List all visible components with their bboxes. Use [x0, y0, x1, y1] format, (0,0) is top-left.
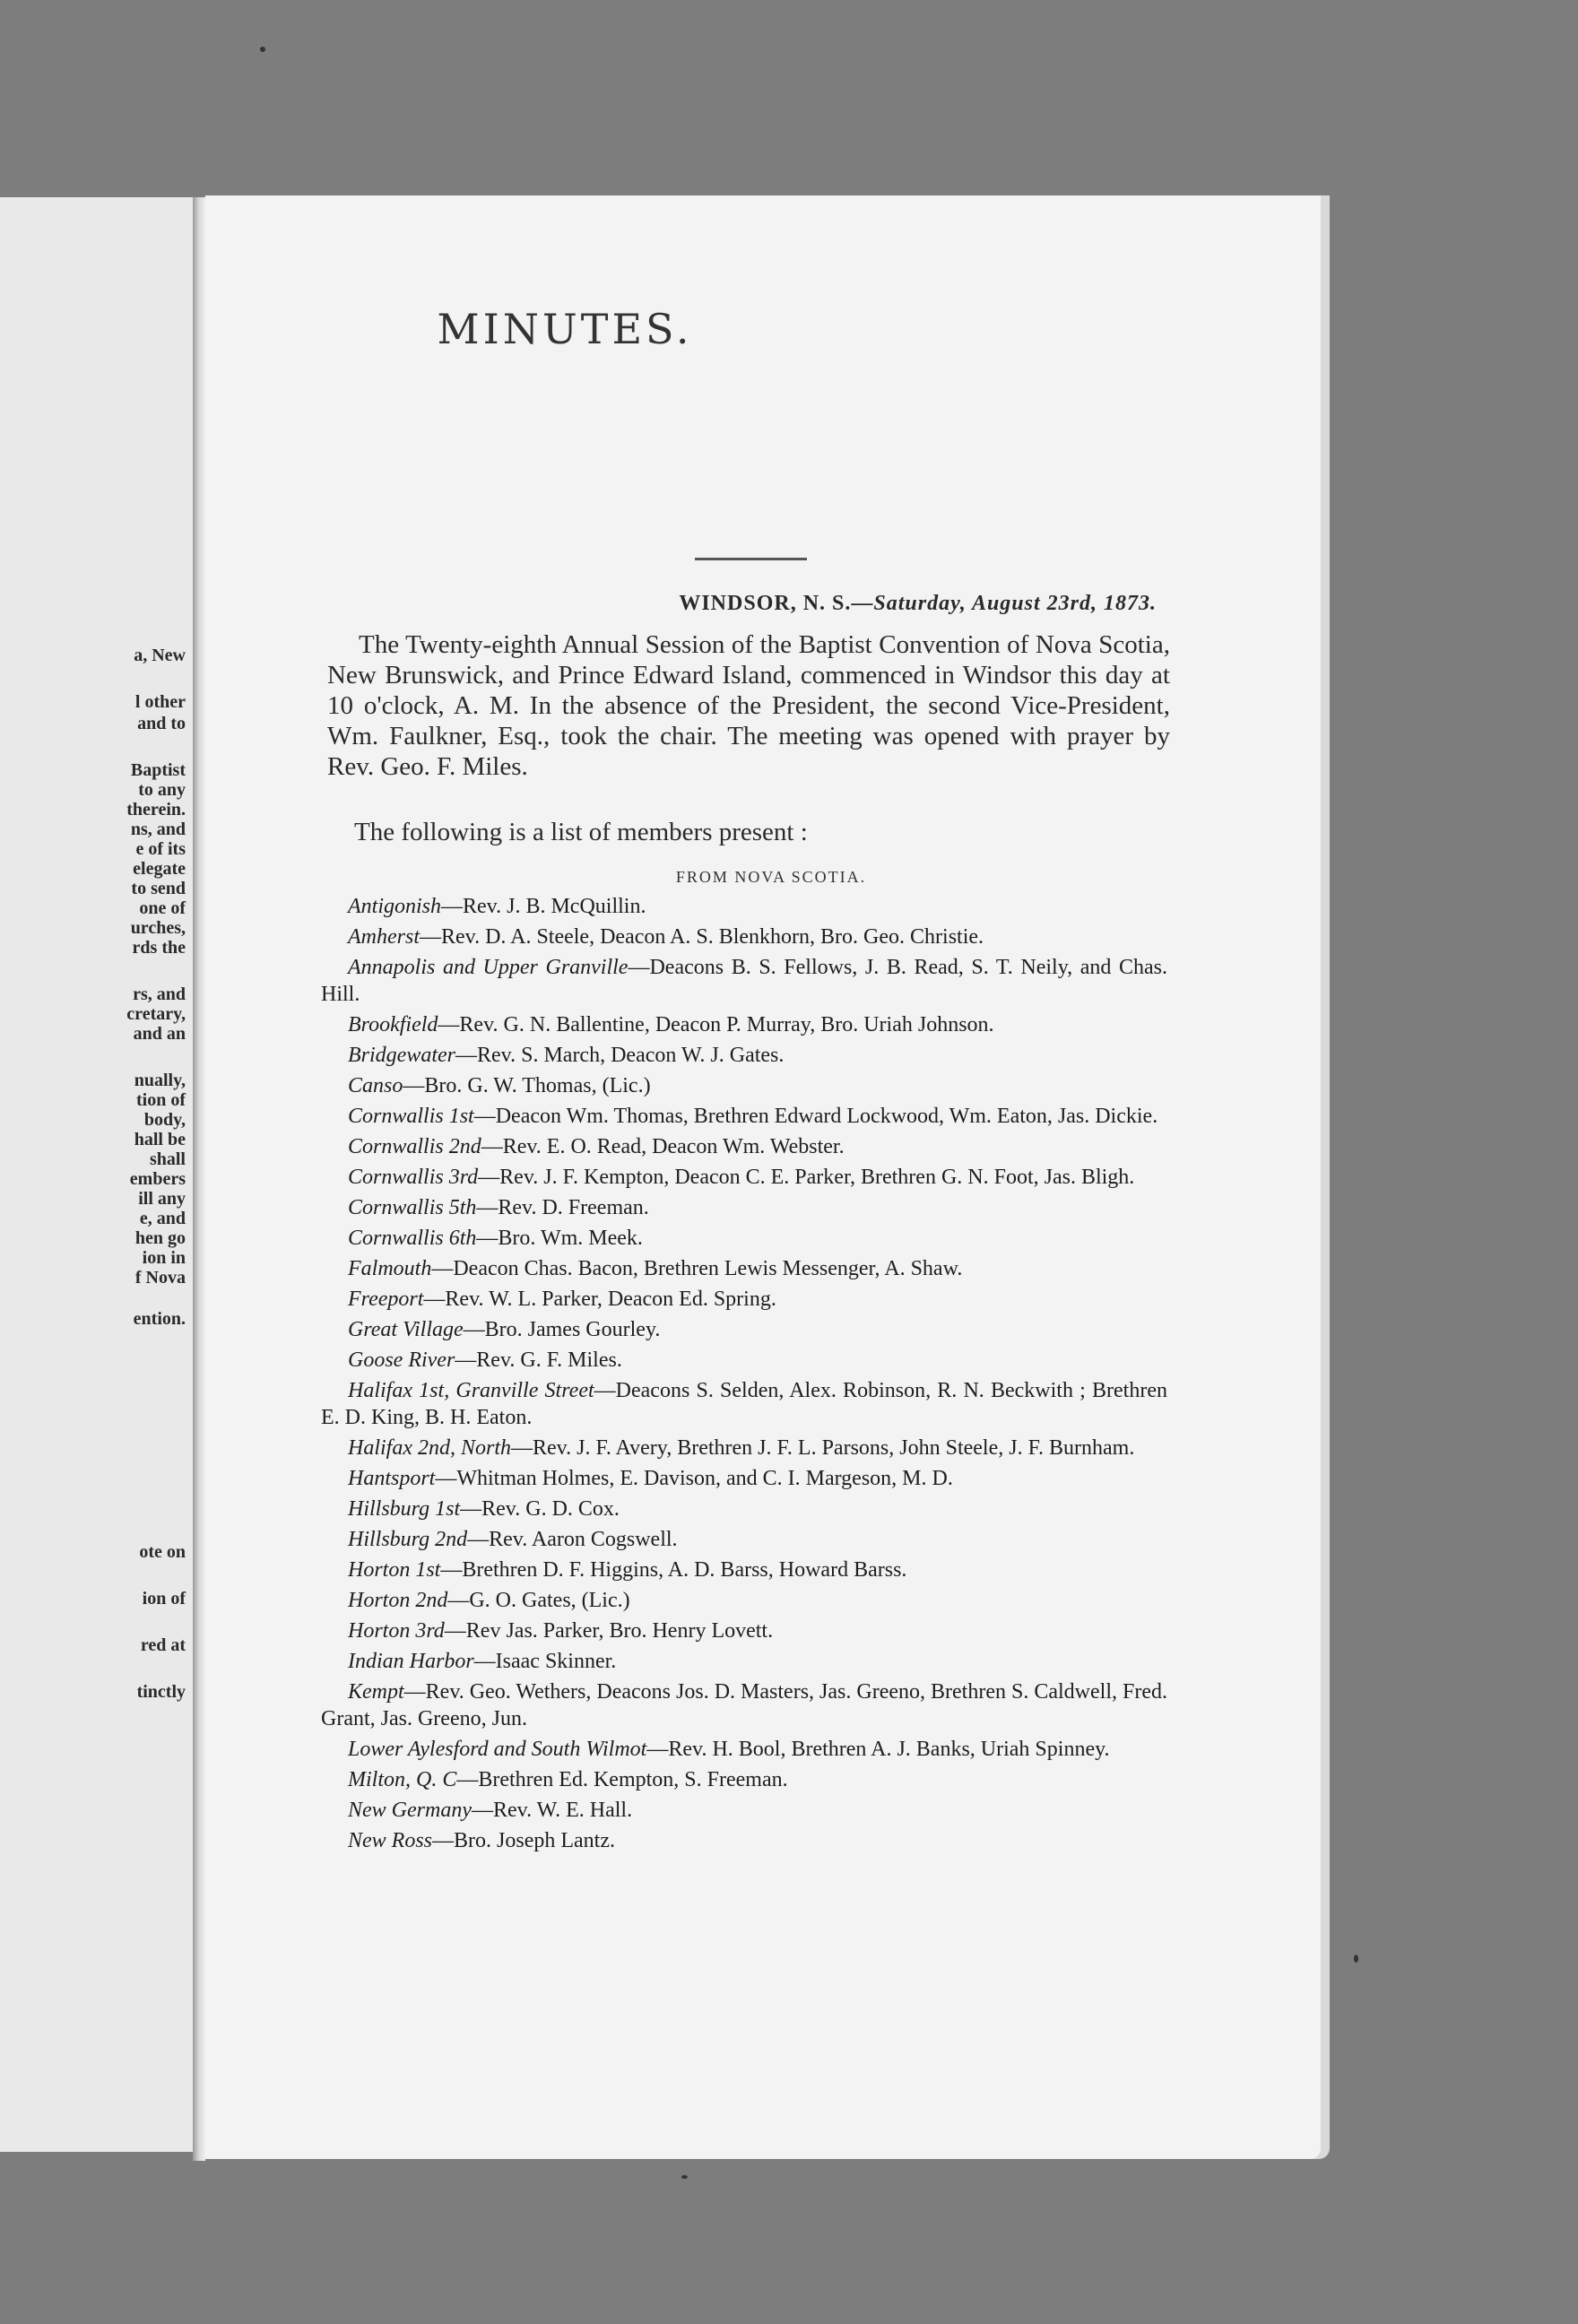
- member-entry: [321, 1347, 1167, 1374]
- church-place: Annapolis and Upper Granville: [348, 956, 629, 979]
- dust-speck: [681, 2175, 688, 2179]
- church-place: Kempt: [348, 1680, 404, 1704]
- left-page-fragment: shall: [149, 1149, 186, 1169]
- church-place: Milton, Q. C: [348, 1768, 457, 1791]
- member-entry: [321, 954, 1167, 1008]
- church-members: —Deacons B. S. Fellows, J. B. Read, S. T. Neily, and Chas. Hill.: [321, 956, 1168, 1006]
- left-page-fragment: l other: [134, 692, 186, 712]
- church-place: Cornwallis 1st: [348, 1105, 474, 1128]
- member-entry: [321, 1011, 1167, 1038]
- church-members: —Bro. James Gourley.: [463, 1318, 661, 1341]
- church-place: Hantsport: [348, 1467, 436, 1490]
- church-members: —Rev. G. N. Ballentine, Deacon P. Murray, Bro. Uriah Johnson.: [438, 1013, 994, 1036]
- left-page-fragment: ote on: [139, 1542, 186, 1562]
- left-page-fragment: to send: [131, 879, 186, 898]
- church-place: Antigonish: [348, 895, 442, 918]
- church-place: Bridgewater: [348, 1044, 455, 1067]
- page-title: MINUTES.: [437, 305, 693, 353]
- church-place: Amherst: [348, 925, 420, 949]
- church-place: Brookfield: [348, 1013, 438, 1036]
- intro-paragraph-block: [327, 629, 1170, 782]
- church-place: Canso: [348, 1074, 403, 1097]
- member-entry: [321, 1766, 1167, 1793]
- left-page-fragment: ns, and: [130, 819, 186, 839]
- member-entry: [321, 1465, 1167, 1492]
- dateline: [538, 592, 1157, 616]
- member-entry: [321, 1133, 1167, 1160]
- left-page-fragment: one of: [139, 898, 186, 918]
- church-place: Lower Aylesford and South Wilmot: [348, 1738, 647, 1761]
- church-members: —Brethren D. F. Higgins, A. D. Barss, Howard Barss.: [440, 1558, 907, 1582]
- left-page-fragment: hall be: [134, 1130, 186, 1149]
- church-place: Hillsburg 2nd: [348, 1528, 468, 1551]
- church-members: —Deacon Wm. Thomas, Brethren Edward Lockwood, Wm. Eaton, Jas. Dickie.: [473, 1105, 1158, 1128]
- member-entry: [321, 1678, 1167, 1732]
- member-entry: [321, 1827, 1167, 1854]
- member-entry: [321, 1557, 1167, 1583]
- title-rule: [695, 558, 807, 560]
- church-place: New Ross: [348, 1829, 433, 1852]
- church-members: —G. O. Gates, (Lic.): [447, 1589, 630, 1612]
- church-place: Horton 2nd: [348, 1589, 448, 1612]
- church-members: —Rev. W. E. Hall.: [471, 1799, 633, 1822]
- member-entry: [321, 1648, 1167, 1675]
- church-members: —Rev. J. F. Avery, Brethren J. F. L. Parsons, John Steele, J. F. Burnham.: [511, 1436, 1135, 1460]
- left-page-fragment: rs, and: [133, 984, 186, 1004]
- church-members: —Bro. Wm. Meek.: [476, 1227, 643, 1250]
- left-page-fragment: e of its: [135, 839, 186, 859]
- dust-speck: [1354, 1955, 1358, 1963]
- left-page-fragment: therein.: [126, 800, 186, 819]
- church-place: New Germany: [348, 1799, 472, 1822]
- church-place: Cornwallis 5th: [348, 1196, 477, 1219]
- book-gutter: [193, 197, 205, 2161]
- church-members: —Rev. S. March, Deacon W. J. Gates.: [455, 1044, 785, 1067]
- left-facing-page: [0, 197, 193, 2152]
- left-page-fragment: and to: [137, 714, 186, 733]
- member-entry: [321, 1316, 1167, 1343]
- church-members: —Rev. D. Freeman.: [476, 1196, 649, 1219]
- church-members: —Rev. W. L. Parker, Deacon Ed. Spring.: [423, 1288, 776, 1311]
- church-members: —Deacon Chas. Bacon, Brethren Lewis Messenger, A. Shaw.: [431, 1257, 963, 1280]
- church-members: —Rev. E. O. Read, Deacon Wm. Webster.: [481, 1135, 845, 1158]
- member-entry: [321, 1255, 1167, 1282]
- left-page-fragment: red at: [140, 1635, 186, 1655]
- church-members: —Bro. G. W. Thomas, (Lic.): [403, 1074, 651, 1097]
- church-place: Indian Harbor: [348, 1650, 474, 1673]
- left-page-fragment: tion of: [136, 1090, 186, 1110]
- left-page-fragment: embers: [129, 1169, 186, 1189]
- member-entry: [321, 893, 1167, 920]
- member-entry: [321, 1042, 1167, 1069]
- church-members: —Rev. J. F. Kempton, Deacon C. E. Parker, Brethren G. N. Foot, Jas. Bligh.: [478, 1166, 1135, 1189]
- church-members: —Rev. Aaron Cogswell.: [467, 1528, 678, 1551]
- church-place: Great Village: [348, 1318, 464, 1341]
- member-entry: [321, 1587, 1167, 1614]
- left-page-fragment: ention.: [133, 1309, 186, 1329]
- church-members: —Rev. J. B. McQuillin.: [441, 895, 646, 918]
- member-entry: [321, 1194, 1167, 1221]
- church-place: Horton 1st: [348, 1558, 441, 1582]
- member-entry: [321, 1377, 1167, 1431]
- church-place: Falmouth: [348, 1257, 432, 1280]
- left-page-fragment: urches,: [130, 918, 186, 938]
- dust-speck: [260, 47, 265, 52]
- church-place: Cornwallis 3rd: [348, 1166, 479, 1189]
- left-page-fragment: Baptist: [130, 760, 186, 780]
- church-members: —Brethren Ed. Kempton, S. Freeman.: [456, 1768, 788, 1791]
- member-entry: [321, 1164, 1167, 1191]
- left-page-fragment: body,: [143, 1110, 186, 1130]
- church-members: —Rev. G. D. Cox.: [460, 1497, 620, 1521]
- church-place: Halifax 2nd, North: [348, 1436, 512, 1460]
- left-page-fragment: rds the: [132, 938, 186, 958]
- member-entry: [321, 1736, 1167, 1763]
- left-page-fragment: to any: [138, 780, 186, 800]
- member-entry: [321, 1617, 1167, 1644]
- dateline-place: WINDSOR, N. S.—: [679, 592, 874, 615]
- member-entry: [321, 1072, 1167, 1099]
- left-page-fragment: ion in: [142, 1248, 186, 1268]
- member-entry: [321, 1286, 1167, 1313]
- church-place: Freeport: [348, 1288, 424, 1311]
- member-entry: [321, 1797, 1167, 1824]
- left-page-fragment: hen go: [134, 1228, 186, 1248]
- left-page-fragment: a, New: [134, 646, 186, 665]
- member-entry: [321, 1225, 1167, 1252]
- intro-paragraph: The Twenty-eighth Annual Session of the Baptist Convention of Nova Scotia, New Brunswick, and Prince Edward Island, commenced in Windsor this day at 10 o'clock, A. M. In the absence of the President, the second Vice-President, Wm. Faulkner, Esq., took the chair. The meeting was opened with prayer by Rev. Geo. F. Miles.: [327, 630, 1170, 781]
- church-members: —Whitman Holmes, E. Davison, and C. I. Margeson, M. D.: [435, 1467, 953, 1490]
- church-members: —Rev Jas. Parker, Bro. Henry Lovett.: [444, 1619, 774, 1643]
- left-page-fragment: cretary,: [126, 1004, 186, 1024]
- church-members: —Deacons S. Selden, Alex. Robinson, R. N. Beckwith ; Brethren E. D. King, B. H. Eaton.: [321, 1379, 1167, 1429]
- church-place: Cornwallis 6th: [348, 1227, 477, 1250]
- left-page-fragment: nually,: [134, 1071, 186, 1090]
- church-place: Hillsburg 1st: [348, 1497, 461, 1521]
- church-members: —Isaac Skinner.: [473, 1650, 617, 1673]
- left-page-fragment: elegate: [133, 859, 186, 879]
- church-place: Goose River: [348, 1348, 455, 1372]
- member-entry: [321, 1435, 1167, 1461]
- member-entry: [321, 1496, 1167, 1522]
- member-entry: [321, 924, 1167, 950]
- church-place: Horton 3rd: [348, 1619, 445, 1643]
- member-entry: [321, 1526, 1167, 1553]
- member-entry: [321, 1103, 1167, 1130]
- church-members: —Rev. D. A. Steele, Deacon A. S. Blenkhorn, Bro. Geo. Christie.: [420, 925, 984, 949]
- members-list-intro: The following is a list of members present :: [354, 818, 808, 846]
- church-members: —Rev. Geo. Wethers, Deacons Jos. D. Masters, Jas. Greeno, Brethren S. Caldwell, Fred. Grant, Jas. Greeno, Jun.: [321, 1680, 1167, 1730]
- church-place: Cornwallis 2nd: [348, 1135, 481, 1158]
- left-page-fragment: e, and: [139, 1209, 186, 1228]
- church-members: —Rev. H. Bool, Brethren A. J. Banks, Uriah Spinney.: [646, 1738, 1110, 1761]
- church-members: —Rev. G. F. Miles.: [455, 1348, 622, 1372]
- church-place: Halifax 1st, Granville Street: [348, 1379, 594, 1402]
- left-page-fragment: f Nova: [134, 1268, 186, 1288]
- left-page-fragment: and an: [133, 1024, 186, 1044]
- section-heading: FROM NOVA SCOTIA.: [675, 868, 867, 886]
- left-page-fragment: ion of: [142, 1589, 186, 1609]
- dateline-date: Saturday, August 23rd, 1873.: [873, 592, 1157, 615]
- left-page-fragment: ill any: [138, 1189, 186, 1209]
- left-page-fragment: tinctly: [136, 1682, 186, 1702]
- members-list: [321, 893, 1167, 1858]
- church-members: —Bro. Joseph Lantz.: [432, 1829, 615, 1852]
